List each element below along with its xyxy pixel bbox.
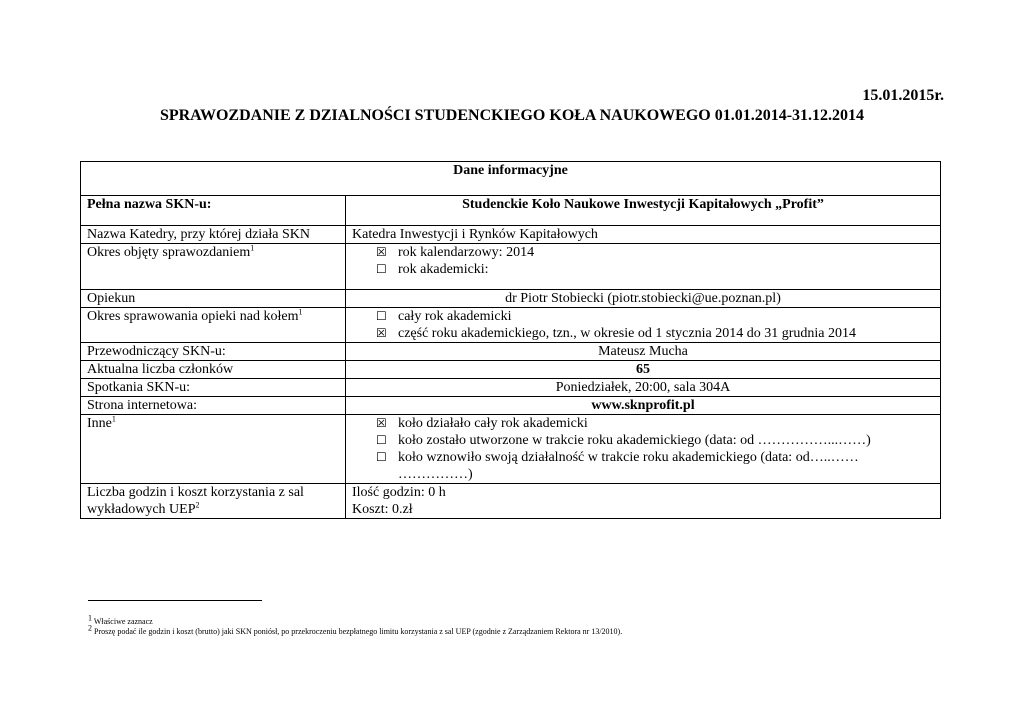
report-date: 15.01.2015r. xyxy=(862,87,944,104)
supervisor-value: dr Piotr Stobiecki (piotr.stobiecki@ue.poznan.pl) xyxy=(346,290,941,308)
supervision-options xyxy=(346,308,941,343)
full-name-value: Studenckie Koło Naukowe Inwestycji Kapitałowych „Profit” xyxy=(346,196,941,226)
supervision-period-label: Okres sprawowania opieki nad kołem xyxy=(87,309,299,324)
hours-label-cell xyxy=(81,484,346,519)
table-row xyxy=(81,343,941,361)
footnote-number: 2 xyxy=(88,623,92,633)
chair-value: Mateusz Mucha xyxy=(346,343,941,361)
table-row xyxy=(81,290,941,308)
table-row xyxy=(81,226,941,244)
hours-value: Ilość godzin: 0 h xyxy=(352,485,446,500)
option-label: część roku akademickiego, tzn., w okresie od 1 stycznia 2014 do 31 grudnia 2014 xyxy=(398,326,856,341)
footnote-1 xyxy=(88,613,153,627)
footnote-text: Właściwe zaznacz xyxy=(93,617,153,626)
full-name-label: Pełna nazwa SKN-u: xyxy=(81,196,346,226)
unchecked-checkbox-icon: ☐ xyxy=(376,309,387,323)
footnote-2 xyxy=(88,623,623,637)
other-option-full-year xyxy=(352,415,934,432)
footnote-ref: 1 xyxy=(111,414,116,424)
period-option-calendar xyxy=(352,244,934,261)
table-row xyxy=(81,196,941,226)
option-label: koło działało cały rok akademicki xyxy=(398,416,588,431)
unchecked-checkbox-icon: ☐ xyxy=(376,433,387,447)
table-row xyxy=(81,361,941,379)
supervisor-label: Opiekun xyxy=(81,290,346,308)
checked-checkbox-icon: ☒ xyxy=(376,245,387,259)
footnote-ref: 1 xyxy=(250,243,255,253)
report-title: SPRAWOZDANIE Z DZIALNOŚCI STUDENCKIEGO KOŁA NAUKOWEGO 01.01.2014-31.12.2014 xyxy=(159,107,865,124)
period-label-cell xyxy=(81,244,346,290)
option-label: rok kalendarzowy: 2014 xyxy=(398,245,535,260)
footnote-text: Proszę podać ile godzin i koszt (brutto) jaki SKN poniósł, po przekroczeniu bezpłatnego limitu korzystania z sal UEP (zgodnie z Zarządzaniem Rektora nr 13/2010). xyxy=(94,627,623,636)
other-option-resumed xyxy=(352,449,934,483)
website-value: www.sknprofit.pl xyxy=(346,397,941,415)
chair-label: Przewodniczący SKN-u: xyxy=(81,343,346,361)
option-label: koło wznowiło swoją działalność w trakcie roku akademickiego (data: od…..…… ……………) xyxy=(398,450,859,482)
period-label: Okres objęty sprawozdaniem xyxy=(87,245,251,260)
option-label: cały rok akademicki xyxy=(398,309,512,324)
footnote-number: 1 xyxy=(88,613,92,623)
table-row xyxy=(81,397,941,415)
checked-checkbox-icon: ☒ xyxy=(376,326,387,340)
option-label: koło zostało utworzone w trakcie roku akademickiego (data: od ……………...……) xyxy=(398,433,871,448)
table-row xyxy=(81,308,941,343)
website-label: Strona internetowa: xyxy=(81,397,346,415)
other-label: Inne xyxy=(87,416,112,431)
table-header-row xyxy=(81,162,941,196)
checked-checkbox-icon: ☒ xyxy=(376,416,387,430)
hours-cost-cell xyxy=(346,484,941,519)
footnote-ref: 2 xyxy=(195,500,200,510)
supervision-option-partial xyxy=(352,325,934,342)
supervision-option-full-year xyxy=(352,308,934,325)
table-row xyxy=(81,484,941,519)
unchecked-checkbox-icon: ☐ xyxy=(376,262,387,276)
meetings-label: Spotkania SKN-u: xyxy=(81,379,346,397)
supervision-period-label-cell xyxy=(81,308,346,343)
department-label: Nazwa Katedry, przy której działa SKN xyxy=(81,226,346,244)
period-options xyxy=(346,244,941,290)
unchecked-checkbox-icon: ☐ xyxy=(376,450,387,464)
other-option-created xyxy=(352,432,934,449)
meetings-value: Poniedziałek, 20:00, sala 304A xyxy=(346,379,941,397)
table-row xyxy=(81,379,941,397)
other-label-cell xyxy=(81,415,346,484)
option-label: rok akademicki: xyxy=(398,262,489,277)
section-title: Dane informacyjne xyxy=(81,162,941,196)
table-row xyxy=(81,415,941,484)
footnote-divider xyxy=(88,600,262,601)
department-value: Katedra Inwestycji i Rynków Kapitałowych xyxy=(346,226,941,244)
info-table xyxy=(80,161,941,519)
other-options xyxy=(346,415,941,484)
cost-value: Koszt: 0.zł xyxy=(352,502,413,517)
members-value: 65 xyxy=(346,361,941,379)
members-label: Aktualna liczba członków xyxy=(81,361,346,379)
period-option-academic xyxy=(352,261,934,278)
hours-label: Liczba godzin i koszt korzystania z sal wykładowych UEP xyxy=(87,485,304,517)
footnote-ref: 1 xyxy=(298,307,303,317)
table-row xyxy=(81,244,941,290)
